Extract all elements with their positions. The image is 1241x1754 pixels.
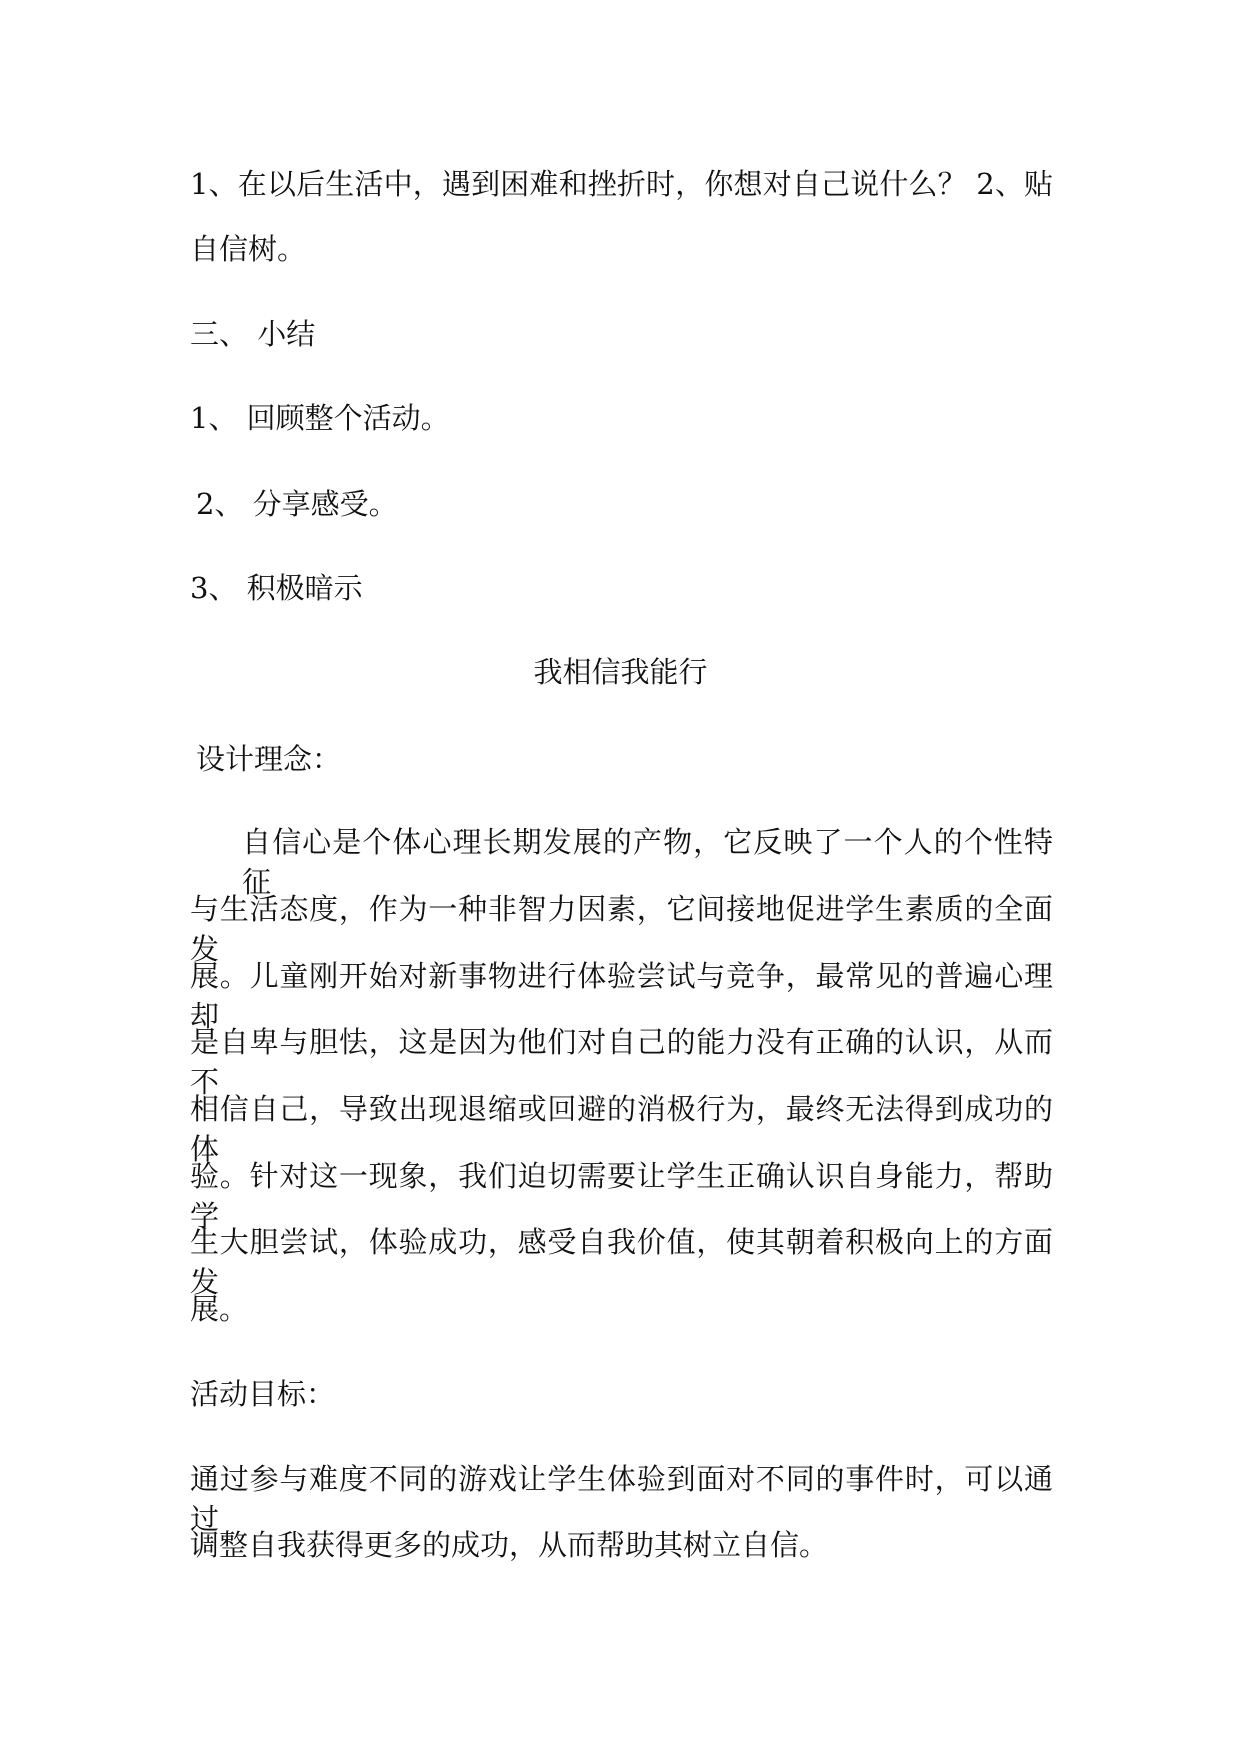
- summary-item-2: 2、 分享感受。: [196, 487, 398, 521]
- design-paragraph-line: 展。儿童刚开始对新事物进行体验尝试与竞争，最常见的普遍心理却: [190, 959, 1053, 1033]
- design-label: 设计理念：: [196, 742, 342, 776]
- goal-paragraph-line: 调整自我获得更多的成功，从而帮助其树立自信。: [190, 1528, 829, 1562]
- design-paragraph-line: 自信心是个体心理长期发展的产物，它反映了一个人的个性特征: [242, 825, 1053, 899]
- goal-label: 活动目标：: [190, 1377, 336, 1411]
- goal-paragraph-line: 通过参与难度不同的游戏让学生体验到面对不同的事件时，可以通过: [190, 1462, 1053, 1536]
- document-title: 我相信我能行: [533, 655, 708, 689]
- design-paragraph-line: 相信自己，导致出现退缩或回避的消极行为，最终无法得到成功的体: [190, 1092, 1053, 1166]
- design-paragraph-line: 是自卑与胆怯，这是因为他们对自己的能力没有正确的认识，从而不: [190, 1025, 1053, 1099]
- design-paragraph-line: 与生活态度，作为一种非智力因素，它间接地促进学生素质的全面发: [190, 892, 1053, 966]
- question-line-1: 1、在以后生活中，遇到困难和挫折时，你想对自己说什么？ 2、贴: [190, 167, 1053, 201]
- section-heading-summary: 三、 小结: [190, 317, 316, 351]
- design-paragraph-line: 生大胆尝试，体验成功，感受自我价值，使其朝着积极向上的方面发: [190, 1225, 1053, 1299]
- summary-item-3: 3、 积极暗示: [190, 571, 363, 605]
- summary-item-1: 1、 回顾整个活动。: [190, 401, 450, 435]
- design-paragraph-line: 验。针对这一现象，我们迫切需要让学生正确认识自身能力，帮助学: [190, 1159, 1053, 1233]
- design-paragraph-line: 展。: [190, 1292, 249, 1326]
- question-line-2: 自信树。: [190, 232, 307, 266]
